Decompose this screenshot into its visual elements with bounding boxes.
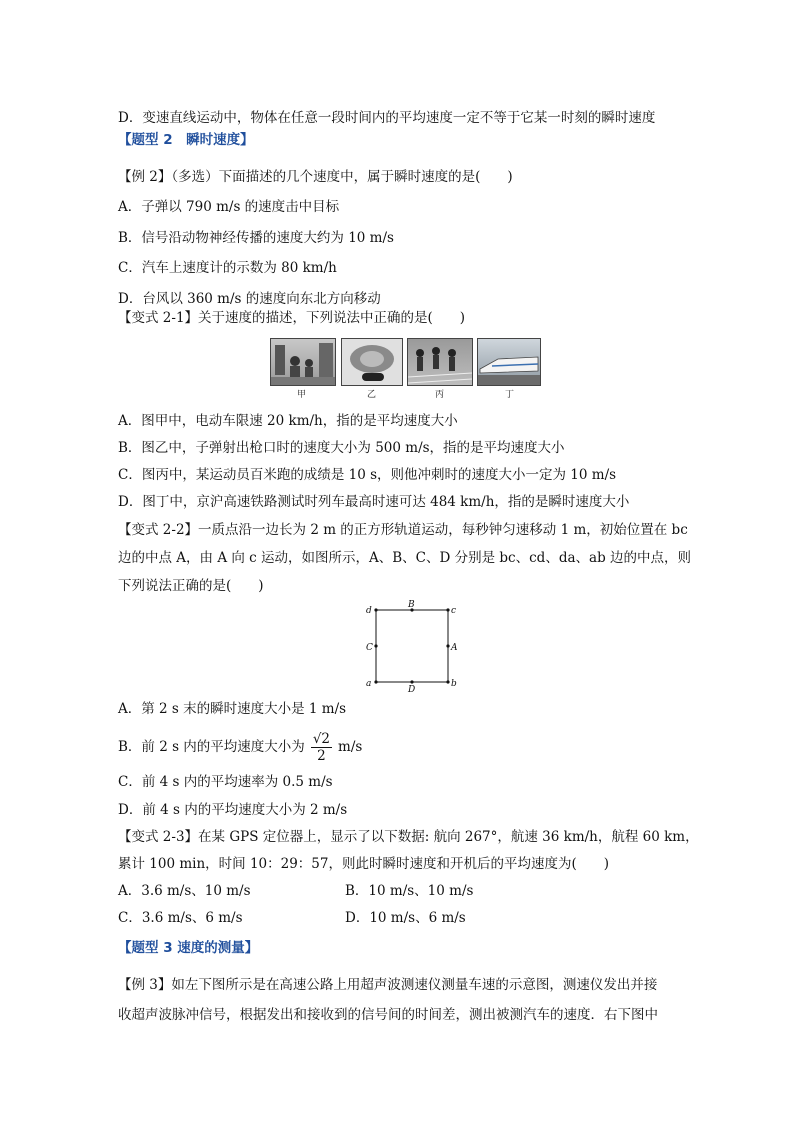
- option-d-line: D．变速直线运动中，物体在任意一段时间内的平均速度一定不等于它某一时刻的瞬时速度: [118, 110, 656, 126]
- variant-2-1-option-a: A．图甲中，电动车限速 20 km/h，指的是平均速度大小: [118, 413, 458, 429]
- label-a: a: [366, 679, 372, 689]
- caption-yi: 乙: [367, 390, 377, 400]
- section-heading-2: 【题型 2 瞬时速度】: [118, 132, 254, 148]
- label-a-upper: A: [451, 643, 458, 653]
- caption-jia: 甲: [297, 390, 307, 400]
- label-d-upper: D: [408, 685, 416, 692]
- fraction-denominator: 2: [317, 748, 326, 764]
- variant-2-2-line-2: 边的中点 A，由 A 向 c 运动，如图所示，A、B、C、D 分别是 bc、cd、da、ab 边的中点，则: [118, 550, 691, 566]
- example-2-option-d: D．台风以 360 m/s 的速度向东北方向移动: [118, 291, 381, 307]
- option-b-text: B．前 2 s 内的平均速度大小为: [118, 739, 305, 755]
- option-b-unit: m/s: [338, 739, 363, 755]
- label-b: b: [451, 679, 457, 689]
- square-track-diagram: [362, 600, 462, 692]
- photo-strip: [270, 338, 540, 400]
- label-d: d: [366, 606, 372, 616]
- fraction-numerator: √2: [312, 731, 331, 747]
- variant-2-3-option-b: B．10 m/s、10 m/s: [345, 883, 474, 899]
- caption-ding: 丁: [505, 390, 515, 400]
- label-b-upper: B: [408, 600, 415, 610]
- sqrt2-over-2-fraction: [311, 731, 332, 764]
- variant-2-2-option-d: D．前 4 s 内的平均速度大小为 2 m/s: [118, 802, 348, 818]
- variant-2-2-line-1: 【变式 2-2】一质点沿一边长为 2 m 的正方形轨道运动，每秒钟匀速移动 1 m，初始位置在 bc: [118, 522, 688, 538]
- example-2-option-b: B．信号沿动物神经传播的速度大约为 10 m/s: [118, 230, 394, 246]
- variant-2-3-line-1: 【变式 2-3】在某 GPS 定位器上，显示了以下数据: 航向 267°，航速 36 km/h，航程 60 km，: [118, 829, 699, 845]
- photo-yi-bullet: [341, 338, 403, 386]
- example-2-question: 【例 2】（多选）下面描述的几个速度中，属于瞬时速度的是( ): [118, 169, 513, 185]
- variant-2-3-option-d: D．10 m/s、6 m/s: [345, 910, 466, 926]
- label-c-upper: C: [366, 643, 373, 653]
- variant-2-2-option-c: C．前 4 s 内的平均速率为 0.5 m/s: [118, 774, 333, 790]
- section-heading-3: 【题型 3 速度的测量】: [118, 940, 259, 956]
- example-3-line-1: 【例 3】如左下图所示是在高速公路上用超声波测速仪测量车速的示意图，测速仪发出并接: [118, 977, 658, 993]
- photo-bing-sprinters: [407, 338, 473, 386]
- photo-jia-electric-bike: [270, 338, 336, 386]
- variant-2-1-option-c: C．图丙中，某运动员百米跑的成绩是 10 s，则他冲刺时的速度大小一定为 10 m/s: [118, 467, 617, 483]
- variant-2-3-option-a: A．3.6 m/s、10 m/s: [118, 883, 251, 899]
- square-track: [376, 610, 448, 682]
- variant-2-3-option-c: C．3.6 m/s、6 m/s: [118, 910, 243, 926]
- variant-2-2-option-a: A．第 2 s 末的瞬时速度大小是 1 m/s: [118, 701, 347, 717]
- example-2-option-c: C．汽车上速度计的示数为 80 km/h: [118, 260, 337, 276]
- example-3-line-2: 收超声波脉冲信号，根据发出和接收到的信号间的时间差，测出被测汽车的速度．右下图中: [118, 1007, 658, 1023]
- variant-2-3-line-2: 累计 100 min，时间 10：29：57，则此时瞬时速度和开机后的平均速度为( ): [118, 856, 610, 872]
- caption-bing: 丙: [435, 390, 445, 400]
- variant-2-2-line-3: 下列说法正确的是( ): [118, 578, 264, 594]
- variant-2-1-question: 【变式 2-1】关于速度的描述，下列说法中正确的是( ): [118, 310, 466, 326]
- label-c: c: [451, 606, 457, 616]
- example-2-option-a: A．子弹以 790 m/s 的速度击中目标: [118, 199, 340, 215]
- variant-2-1-option-d: D．图丁中，京沪高速铁路测试时列车最高时速可达 484 km/h，指的是瞬时速度大小: [118, 494, 630, 510]
- variant-2-2-option-b: [118, 730, 362, 764]
- photo-ding-train: [477, 338, 541, 386]
- variant-2-1-option-b: B．图乙中，子弹射出枪口时的速度大小为 500 m/s，指的是平均速度大小: [118, 440, 565, 456]
